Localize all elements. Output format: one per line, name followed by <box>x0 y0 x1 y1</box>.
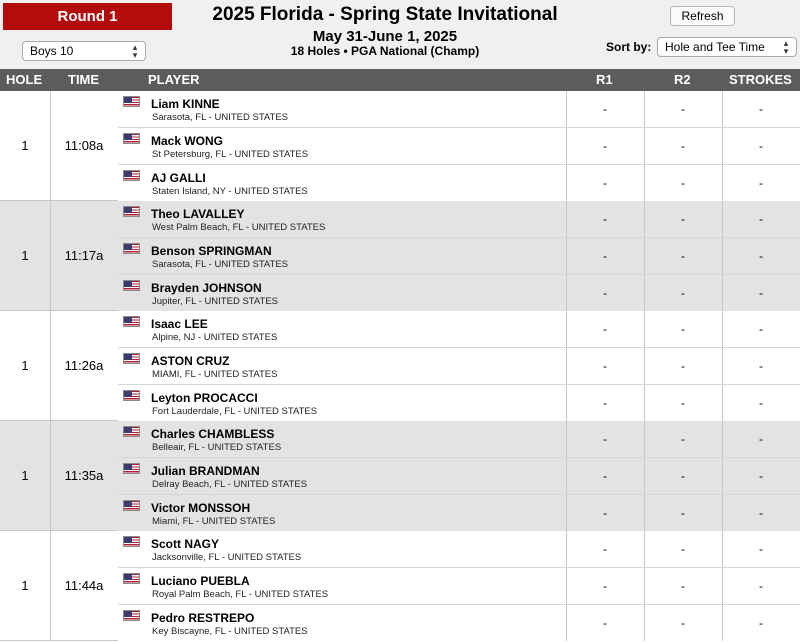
player-row[interactable] <box>118 495 800 531</box>
us-flag-icon <box>123 170 140 181</box>
strokes-score: - <box>759 506 763 520</box>
player-name[interactable]: Pedro RESTREPO <box>151 611 255 625</box>
strokes-score: - <box>759 432 763 446</box>
us-flag-icon <box>123 280 140 291</box>
column-header-r2[interactable]: R2 <box>674 72 691 87</box>
player-name[interactable]: AJ GALLI <box>151 171 206 185</box>
player-row[interactable] <box>118 91 800 128</box>
us-flag-icon <box>123 426 140 437</box>
player-location: Fort Lauderdale, FL - UNITED STATES <box>152 406 318 417</box>
tee-time-cell: 11:26a <box>64 358 104 373</box>
hole-cell: 1 <box>21 358 29 373</box>
tee-time-group <box>0 421 800 531</box>
event-course: 18 Holes • PGA National (Champ) <box>290 44 480 58</box>
player-row[interactable] <box>118 568 800 605</box>
r1-score: - <box>603 139 607 153</box>
column-divider <box>50 421 51 531</box>
r2-score: - <box>681 176 685 190</box>
player-row[interactable] <box>118 531 800 568</box>
tee-time-group <box>0 201 800 311</box>
r2-score: - <box>681 579 685 593</box>
tee-time-cell: 11:44a <box>64 578 104 593</box>
r2-score: - <box>681 469 685 483</box>
us-flag-icon <box>123 133 140 144</box>
r1-score: - <box>603 579 607 593</box>
player-name[interactable]: Benson SPRINGMAN <box>151 244 272 258</box>
player-location: Jupiter, FL - UNITED STATES <box>152 296 278 307</box>
player-location: Jacksonville, FL - UNITED STATES <box>152 552 302 563</box>
r1-score: - <box>603 176 607 190</box>
r2-score: - <box>681 212 685 226</box>
tee-time-cell: 11:08a <box>64 138 104 153</box>
us-flag-icon <box>123 500 140 511</box>
r1-score: - <box>603 616 607 630</box>
r2-score: - <box>681 542 685 556</box>
r2-score: - <box>681 432 685 446</box>
strokes-score: - <box>759 469 763 483</box>
tee-time-table <box>0 91 800 641</box>
strokes-score: - <box>759 359 763 373</box>
r1-score: - <box>603 469 607 483</box>
r1-score: - <box>603 359 607 373</box>
r1-score: - <box>603 102 607 116</box>
player-name[interactable]: Brayden JOHNSON <box>151 281 262 295</box>
player-location: Sarasota, FL - UNITED STATES <box>152 259 289 270</box>
strokes-score: - <box>759 322 763 336</box>
r2-score: - <box>681 616 685 630</box>
r1-score: - <box>603 212 607 226</box>
column-divider <box>50 531 51 641</box>
round-badge[interactable]: Round 1 <box>3 3 172 30</box>
page-header <box>0 0 800 69</box>
player-name[interactable]: Luciano PUEBLA <box>151 574 250 588</box>
tee-time-group <box>0 91 800 201</box>
player-name[interactable]: Victor MONSSOH <box>151 501 251 515</box>
player-location: West Palm Beach, FL - UNITED STATES <box>152 222 326 233</box>
player-location: Key Biscayne, FL - UNITED STATES <box>152 626 308 637</box>
sort-label: Sort by: <box>606 40 652 54</box>
chevron-updown-icon: ▴ ▾ <box>783 38 789 56</box>
us-flag-icon <box>123 573 140 584</box>
us-flag-icon <box>123 243 140 254</box>
r1-score: - <box>603 286 607 300</box>
tee-time-cell: 11:17a <box>64 248 104 263</box>
r2-score: - <box>681 249 685 263</box>
strokes-score: - <box>759 102 763 116</box>
player-name[interactable]: Mack WONG <box>151 134 224 148</box>
us-flag-icon <box>123 390 140 401</box>
player-location: Miami, FL - UNITED STATES <box>152 516 276 527</box>
player-row[interactable] <box>118 348 800 385</box>
us-flag-icon <box>123 353 140 364</box>
column-divider <box>50 91 51 201</box>
r2-score: - <box>681 286 685 300</box>
r2-score: - <box>681 139 685 153</box>
us-flag-icon <box>123 463 140 474</box>
us-flag-icon <box>123 206 140 217</box>
event-dates: May 31-June 1, 2025 <box>312 28 458 45</box>
player-row[interactable] <box>118 201 800 238</box>
us-flag-icon <box>123 316 140 327</box>
player-name[interactable]: Isaac LEE <box>151 317 208 331</box>
strokes-score: - <box>759 249 763 263</box>
strokes-score: - <box>759 616 763 630</box>
strokes-score: - <box>759 579 763 593</box>
hole-cell: 1 <box>21 248 29 263</box>
column-header-strokes[interactable]: STROKES <box>729 72 792 87</box>
player-row[interactable] <box>118 421 800 458</box>
player-name[interactable]: Leyton PROCACCI <box>151 391 258 405</box>
column-divider <box>50 201 51 311</box>
player-row[interactable] <box>118 238 800 275</box>
strokes-score: - <box>759 396 763 410</box>
tee-time-group <box>0 531 800 641</box>
r2-score: - <box>681 506 685 520</box>
strokes-score: - <box>759 176 763 190</box>
event-title: 2025 Florida - Spring State Invitational <box>212 4 558 25</box>
column-header-r1[interactable]: R1 <box>596 72 613 87</box>
player-row[interactable] <box>118 605 800 641</box>
player-name[interactable]: Julian BRANDMAN <box>151 464 260 478</box>
player-location: Sarasota, FL - UNITED STATES <box>152 112 289 123</box>
player-row[interactable] <box>118 275 800 311</box>
player-name[interactable]: Scott NAGY <box>151 537 220 551</box>
r2-score: - <box>681 359 685 373</box>
refresh-button[interactable]: Refresh <box>670 6 735 26</box>
player-location: Staten Island, NY - UNITED STATES <box>152 186 308 197</box>
strokes-score: - <box>759 542 763 556</box>
hole-cell: 1 <box>21 578 29 593</box>
column-header-time[interactable]: TIME <box>68 72 100 87</box>
us-flag-icon <box>123 96 140 107</box>
player-location: Alpine, NJ - UNITED STATES <box>152 332 278 343</box>
us-flag-icon <box>123 610 140 621</box>
r2-score: - <box>681 102 685 116</box>
r1-score: - <box>603 249 607 263</box>
player-row[interactable] <box>118 385 800 421</box>
column-header-player[interactable]: PLAYER <box>148 72 200 87</box>
player-name[interactable]: Theo LAVALLEY <box>151 207 245 221</box>
player-location: MIAMI, FL - UNITED STATES <box>152 369 278 380</box>
r1-score: - <box>603 542 607 556</box>
player-row[interactable] <box>118 165 800 201</box>
player-name[interactable]: Charles CHAMBLESS <box>151 427 275 441</box>
strokes-score: - <box>759 286 763 300</box>
player-name[interactable]: Liam KINNE <box>151 97 220 111</box>
r1-score: - <box>603 396 607 410</box>
column-divider <box>50 311 51 421</box>
chevron-updown-icon: ▴ ▾ <box>132 42 138 60</box>
r1-score: - <box>603 322 607 336</box>
player-location: St Petersburg, FL - UNITED STATES <box>152 149 309 160</box>
tee-time-cell: 11:35a <box>64 468 104 483</box>
r2-score: - <box>681 322 685 336</box>
player-row[interactable] <box>118 311 800 348</box>
player-location: Delray Beach, FL - UNITED STATES <box>152 479 308 490</box>
r2-score: - <box>681 396 685 410</box>
player-location: Royal Palm Beach, FL - UNITED STATES <box>152 589 329 600</box>
r1-score: - <box>603 506 607 520</box>
column-header-bar <box>0 69 800 91</box>
player-name[interactable]: ASTON CRUZ <box>151 354 230 368</box>
r1-score: - <box>603 432 607 446</box>
sort-select-value: Hole and Tee Time <box>665 40 765 54</box>
tee-time-group <box>0 311 800 421</box>
us-flag-icon <box>123 536 140 547</box>
hole-cell: 1 <box>21 138 29 153</box>
column-header-hole[interactable]: HOLE <box>6 72 43 87</box>
division-select-value: Boys 10 <box>30 44 74 58</box>
strokes-score: - <box>759 139 763 153</box>
player-row[interactable] <box>118 458 800 495</box>
sort-select[interactable] <box>657 37 797 57</box>
player-location: Belleair, FL - UNITED STATES <box>152 442 282 453</box>
strokes-score: - <box>759 212 763 226</box>
hole-cell: 1 <box>21 468 29 483</box>
player-row[interactable] <box>118 128 800 165</box>
